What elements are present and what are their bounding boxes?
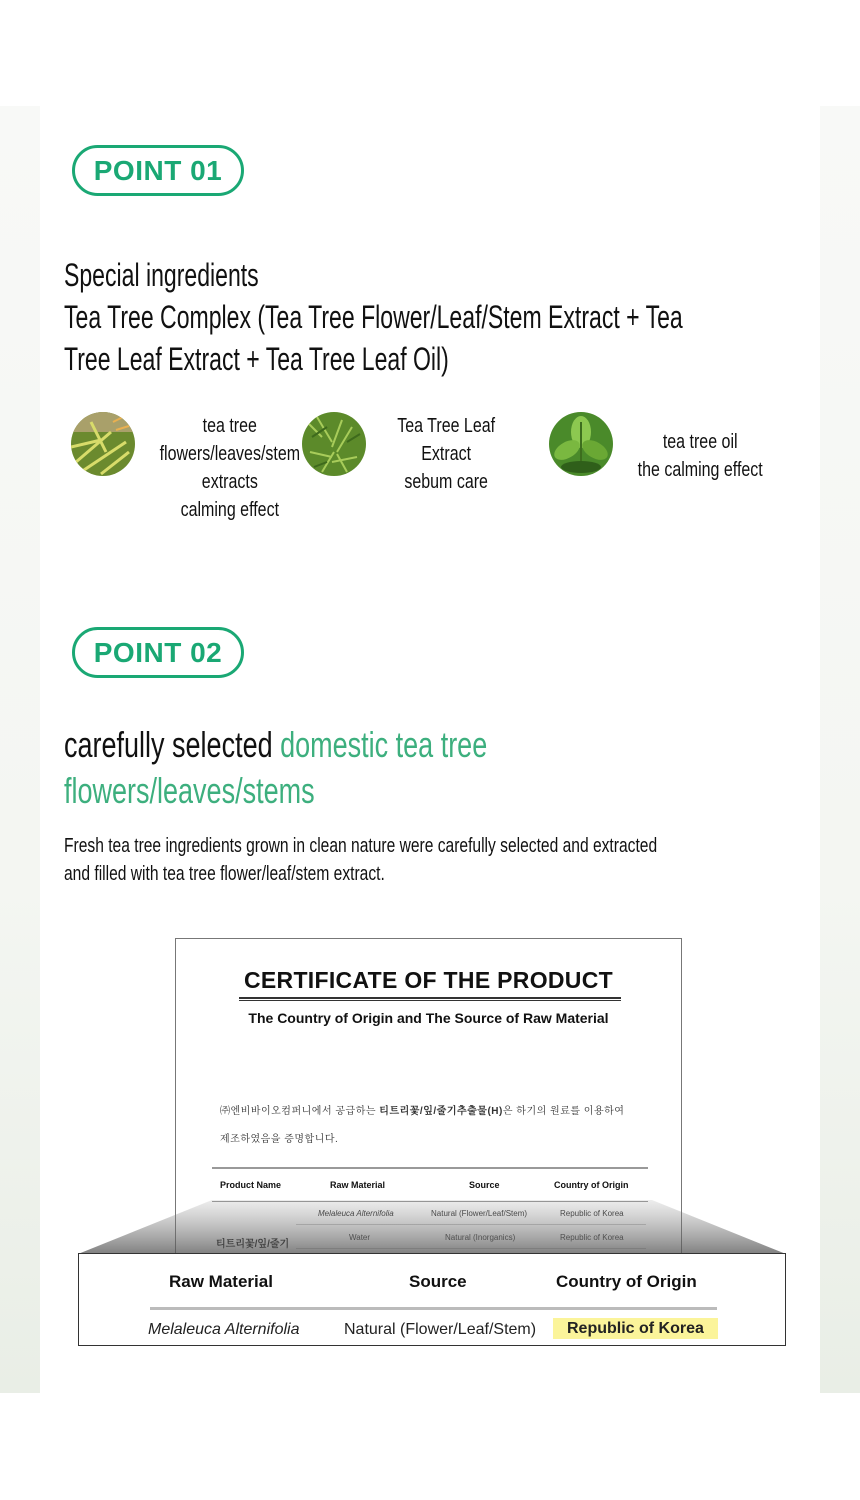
zoomed-certificate-row xyxy=(78,1253,786,1346)
heading-line-1: Special ingredients xyxy=(64,257,259,293)
paragraph-line-2: and filled with tea tree flower/leaf/stem extract. xyxy=(64,863,385,885)
point-01-label: POINT 01 xyxy=(93,154,223,186)
certificate-title: CERTIFICATE OF THE PRODUCT xyxy=(244,967,613,993)
heading-black-text: carefully selected xyxy=(64,724,273,765)
cert-header-raw: Raw Material xyxy=(330,1180,386,1190)
ingredient-1-line: flowers/leaves/stem xyxy=(159,443,301,465)
statement-post: 은 하기의 원료를 이용하여 xyxy=(502,1106,625,1117)
ingredient-1-line: calming effect xyxy=(180,499,280,521)
tea-tree-oil-icon xyxy=(549,412,613,476)
zoom-connector xyxy=(78,1200,786,1254)
zoom-cell-origin xyxy=(553,1320,718,1338)
ingredient-1-line: tea tree xyxy=(202,415,257,437)
point-02-label: POINT 02 xyxy=(93,636,223,668)
origin-highlight: Republic of Korea xyxy=(553,1318,718,1339)
paragraph-line-1: Fresh tea tree ingredients grown in clean nature were carefully selected and extracted xyxy=(64,835,658,857)
title-underline xyxy=(239,997,621,999)
ingredient-3-line: the calming effect xyxy=(637,459,763,481)
table-top-rule xyxy=(212,1167,648,1169)
statement-pre: ㈜엔비바이오컴퍼니에서 공급하는 xyxy=(220,1106,380,1117)
ingredient-3-text xyxy=(620,428,780,484)
ingredient-2-text xyxy=(376,412,516,496)
zoom-header-source: Source xyxy=(409,1272,467,1291)
cert-header-source: Source xyxy=(469,1180,500,1190)
zoom-header-rule xyxy=(150,1307,717,1310)
heading-line-2: Tea Tree Complex (Tea Tree Flower/Leaf/Stem Extract + Tea xyxy=(64,299,683,335)
ingredient-2-line: Tea Tree Leaf xyxy=(397,415,495,437)
heading-green-text-2: flowers/leaves/stems xyxy=(64,770,315,811)
tea-tree-leaf-icon xyxy=(302,412,366,476)
ingredient-1-text xyxy=(142,412,302,524)
point-01-badge xyxy=(72,145,244,196)
ingredient-2-line: sebum care xyxy=(404,471,488,493)
ingredient-3-line: tea tree oil xyxy=(662,431,738,453)
zoom-header-origin: Country of Origin xyxy=(556,1272,697,1291)
point-02-badge xyxy=(72,627,244,678)
cert-header-product: Product Name xyxy=(220,1180,282,1190)
zoom-cell-source: Natural (Flower/Leaf/Stem) xyxy=(344,1321,537,1338)
carefully-selected-heading xyxy=(64,722,739,814)
description-paragraph xyxy=(64,832,711,888)
cert-header-origin: Country of Origin xyxy=(554,1180,629,1190)
tea-tree-flower-leaf-icon xyxy=(71,412,135,476)
heading-line-3: Tree Leaf Extract + Tea Tree Leaf Oil) xyxy=(64,341,449,377)
zoom-header-raw: Raw Material xyxy=(169,1272,273,1291)
certificate-subtitle: The Country of Origin and The Source of Raw Material xyxy=(248,1010,609,1026)
heading-green-text-1: domestic tea tree xyxy=(280,724,488,765)
ingredient-1-line: extracts xyxy=(201,471,258,493)
certificate-statement-line-1 xyxy=(220,1102,624,1117)
left-margin-panel xyxy=(0,106,40,1393)
title-underline-2 xyxy=(239,1000,621,1001)
zoom-cell-raw: Melaleuca Alternifolia xyxy=(148,1321,300,1338)
certificate-statement-line-2: 제조하였음을 증명합니다. xyxy=(220,1134,339,1145)
special-ingredients-heading xyxy=(64,254,734,380)
statement-bold: 티트리꽃/잎/줄기추출물(H) xyxy=(379,1106,503,1117)
right-margin-panel xyxy=(820,106,860,1393)
ingredient-2-line: Extract xyxy=(421,443,471,465)
